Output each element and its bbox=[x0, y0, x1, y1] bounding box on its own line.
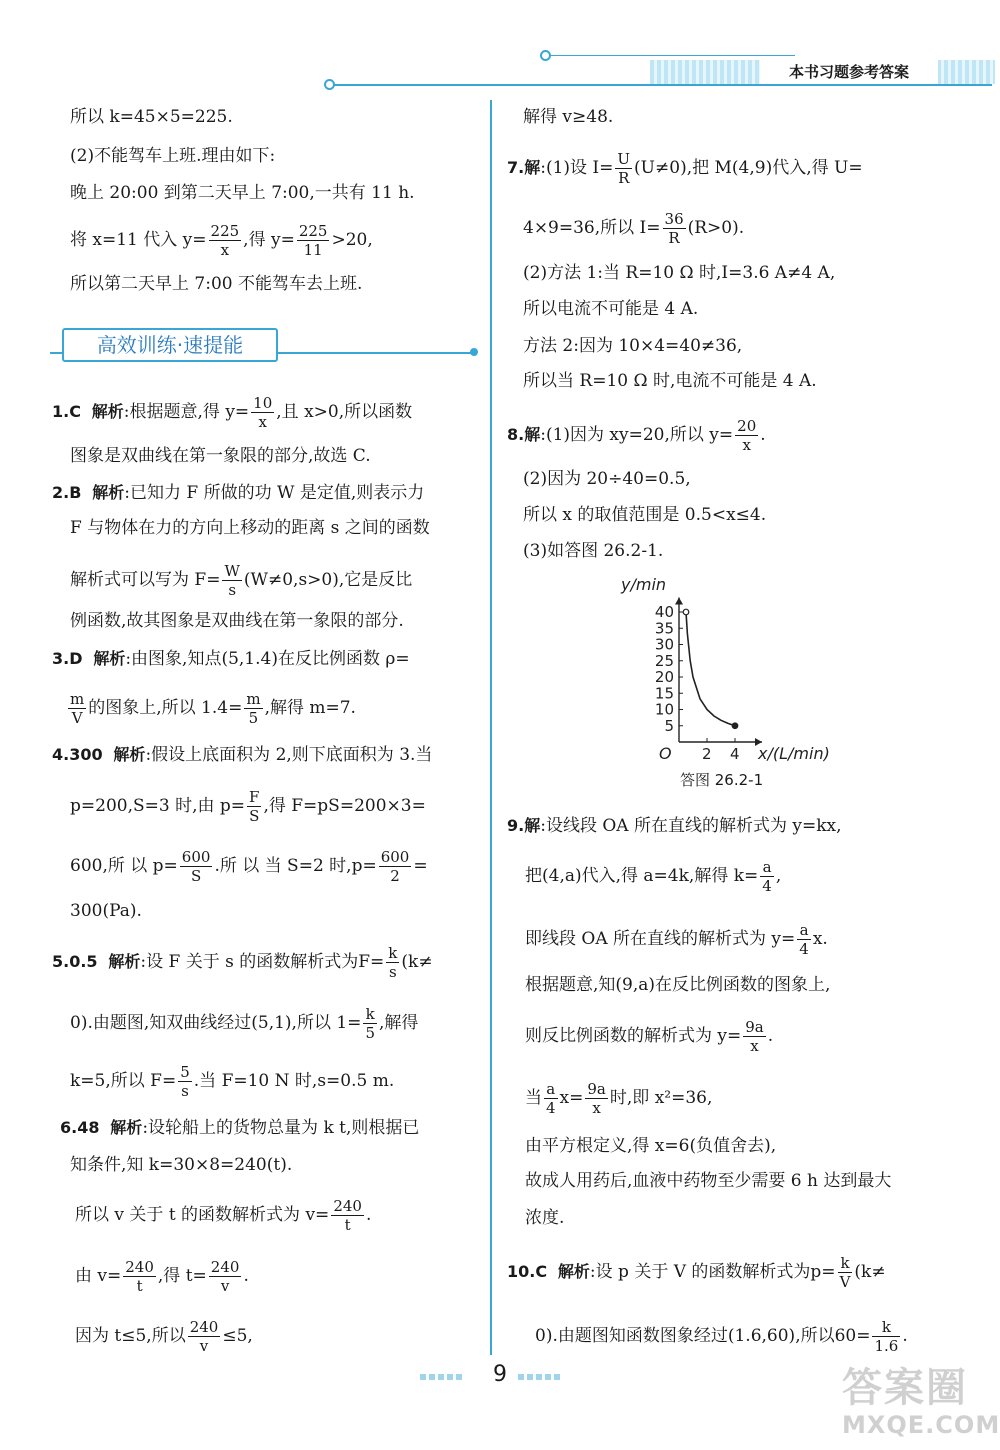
figure-caption: 答图 26.2-1 bbox=[680, 771, 764, 789]
y-tick-label: 30 bbox=[654, 635, 674, 654]
text-line: 晚上 20:00 到第二天早上 7:00,一共有 11 h. bbox=[70, 183, 415, 203]
fraction: $\frac{240}{t}$ bbox=[125, 1258, 154, 1295]
fraction: $\frac{k}{s}$ bbox=[388, 944, 398, 981]
fraction: $\frac{600}{2}$ bbox=[380, 848, 410, 885]
fraction: $\frac{10}{x}$ bbox=[253, 394, 273, 431]
fraction: $\frac{240}{v}$ bbox=[210, 1258, 240, 1295]
text-line: F 与物体在力的方向上移动的距离 s 之间的函数 bbox=[70, 518, 430, 538]
fraction: $\frac{36}{R}$ bbox=[664, 210, 684, 247]
text-line: 4×9=36,所以 I= $\frac{36}{R}$ (R>0). bbox=[523, 210, 745, 247]
page-number: 9 bbox=[493, 1362, 507, 1387]
header-ornament-dot bbox=[324, 79, 335, 90]
text-line: $\frac{m}{V}$ 的图象上,所以 1.4= $\frac{m}{5}$ ,解得 m=7. bbox=[70, 690, 356, 727]
watermark-url: MXQE.COM bbox=[842, 1411, 1000, 1439]
text-line: 方法 2:因为 10×4=40≠36, bbox=[523, 336, 743, 356]
fraction: $\frac{W}{s}$ bbox=[224, 562, 240, 599]
fraction: $\frac{5}{s}$ bbox=[180, 1063, 190, 1100]
text-line: 例函数,故其图象是双曲线在第一象限的部分. bbox=[70, 611, 404, 631]
axis-label-x: x/(L/min) bbox=[758, 744, 830, 763]
fraction: $\frac{m}{V}$ bbox=[70, 690, 85, 727]
answer-6: 6.48 解析:设轮船上的货物总量为 k t,则根据已 bbox=[60, 1118, 420, 1138]
text-line: 浓度. bbox=[525, 1208, 565, 1228]
fraction: $\frac{20}{x}$ bbox=[737, 417, 757, 454]
text-line: 由 v= $\frac{240}{t}$ ,得 t= $\frac{240}{v}$ . bbox=[75, 1258, 249, 1295]
text-line: 解析式可以写为 F= $\frac{W}{s}$ (W≠0,s>0),它是反比 bbox=[70, 562, 413, 599]
answer-7: 7.解:(1)设 I= $\frac{U}{R}$ (U≠0),把 M(4,9)代入,得 U= bbox=[507, 150, 863, 187]
watermark-logo bbox=[842, 1365, 1000, 1445]
function-graph bbox=[615, 570, 845, 790]
fraction: $\frac{F}{S}$ bbox=[249, 788, 260, 825]
fraction: $\frac{a}{4}$ bbox=[546, 1080, 556, 1117]
text-line: 600,所 以 p= $\frac{600}{S}$ .所 以 当 S=2 时,p= $\frac{600}{2}$ = bbox=[70, 848, 428, 885]
fraction: $\frac{9a}{x}$ bbox=[745, 1018, 764, 1055]
series-line bbox=[686, 612, 735, 726]
y-tick-label: 5 bbox=[664, 716, 674, 735]
text-line: (3)如答图 26.2-1. bbox=[523, 541, 664, 561]
text-line: (2)方法 1:当 R=10 Ω 时,I=3.6 A≠4 A, bbox=[523, 263, 836, 283]
text-line: k=5,所以 F= $\frac{5}{s}$ .当 F=10 N 时,s=0.5 m. bbox=[70, 1063, 395, 1100]
fraction: $\frac{9a}{x}$ bbox=[587, 1080, 606, 1117]
text-line: 0).由题图,知双曲线经过(5,1),所以 1= $\frac{k}{5}$ ,解得 bbox=[70, 1005, 419, 1042]
text-line: 将 x=11 代入 y= $\frac{225}{x}$ ,得 y= $\frac{225}{11}$ >20, bbox=[70, 222, 373, 259]
text-line: 所以 k=45×5=225. bbox=[70, 107, 233, 127]
text-line: 300(Pa). bbox=[70, 901, 142, 921]
watermark-text: 答案圈 bbox=[842, 1365, 968, 1411]
y-tick-label: 10 bbox=[654, 700, 674, 719]
fraction: $\frac{k}{1.6}$ bbox=[874, 1318, 899, 1355]
text-line: p=200,S=3 时,由 p= $\frac{F}{S}$ ,得 F=pS=200×3= bbox=[70, 788, 426, 825]
text-line: 所以第二天早上 7:00 不能驾车去上班. bbox=[70, 274, 363, 294]
fraction: $\frac{a}{4}$ bbox=[799, 921, 809, 958]
answer-4: 4.300 解析:假设上底面积为 2,则下底面积为 3.当 bbox=[52, 745, 433, 765]
x-tick-label: 4 bbox=[730, 745, 740, 763]
answer-1: 1.C 解析:根据题意,得 y= $\frac{10}{x}$ ,且 x>0,所以函数 bbox=[52, 394, 413, 431]
page-ornament bbox=[518, 1374, 563, 1380]
text-line: (2)不能驾车上班.理由如下: bbox=[70, 146, 276, 166]
origin-label: O bbox=[659, 744, 672, 763]
y-tick-label: 25 bbox=[654, 651, 674, 670]
endpoint-marker bbox=[732, 723, 738, 729]
text-line: 根据题意,知(9,a)在反比例函数的图象上, bbox=[525, 975, 831, 995]
fraction: $\frac{k}{5}$ bbox=[365, 1005, 375, 1042]
fraction: $\frac{600}{S}$ bbox=[181, 848, 211, 885]
y-axis-arrow bbox=[675, 598, 683, 605]
y-tick-label: 35 bbox=[654, 619, 674, 638]
fraction: $\frac{225}{x}$ bbox=[210, 222, 240, 259]
y-tick-label: 40 bbox=[654, 603, 674, 621]
answer-9: 9.解:设线段 OA 所在直线的解析式为 y=kx, bbox=[507, 816, 842, 836]
fraction: $\frac{k}{V}$ bbox=[839, 1254, 851, 1291]
header-rule bbox=[330, 84, 992, 86]
text-line: 因为 t≤5,所以 $\frac{240}{v}$ ≤5, bbox=[75, 1318, 253, 1355]
x-tick-label: 2 bbox=[702, 745, 712, 763]
y-tick-label: 15 bbox=[654, 684, 674, 703]
text-line: 所以 x 的取值范围是 0.5<x≤4. bbox=[523, 505, 767, 525]
fraction: $\frac{a}{4}$ bbox=[762, 858, 772, 895]
text-line: 所以当 R=10 Ω 时,电流不可能是 4 A. bbox=[523, 371, 817, 391]
text-line: 把(4,a)代入,得 a=4k,解得 k= $\frac{a}{4}$ , bbox=[525, 858, 782, 895]
text-line: 所以 v 关于 t 的函数解析式为 v= $\frac{240}{t}$ . bbox=[75, 1197, 372, 1234]
answer-5: 5.0.5 解析:设 F 关于 s 的函数解析式为F= $\frac{k}{s}$ (k≠ bbox=[52, 944, 433, 981]
header-title: 本书习题参考答案 bbox=[760, 60, 938, 84]
fraction: $\frac{m}{5}$ bbox=[246, 690, 261, 727]
page-ornament bbox=[420, 1374, 465, 1380]
text-line: 当 $\frac{a}{4}$ x= $\frac{9a}{x}$ 时,即 x²=36, bbox=[525, 1080, 713, 1117]
text-line: 故成人用药后,血液中药物至少需要 6 h 达到最大 bbox=[525, 1171, 892, 1191]
answer-8: 8.解:(1)因为 xy=20,所以 y= $\frac{20}{x}$ . bbox=[507, 417, 766, 454]
text-line: 即线段 OA 所在直线的解析式为 y= $\frac{a}{4}$ x. bbox=[525, 921, 828, 958]
fraction: $\frac{240}{t}$ bbox=[333, 1197, 362, 1234]
fraction: $\frac{240}{v}$ bbox=[189, 1318, 219, 1355]
text-line: 知条件,知 k=30×8=240(t). bbox=[70, 1155, 293, 1175]
text-line: 解得 v≥48. bbox=[523, 107, 614, 127]
axis-label-y: y/min bbox=[621, 575, 667, 594]
text-line: 所以电流不可能是 4 A. bbox=[523, 299, 699, 319]
text-line: 由平方根定义,得 x=6(负值舍去), bbox=[525, 1136, 777, 1156]
endpoint-marker bbox=[683, 609, 689, 615]
column-divider bbox=[490, 100, 492, 1355]
text-line: (2)因为 20÷40=0.5, bbox=[523, 469, 691, 489]
section-rule-dot bbox=[470, 348, 478, 356]
answer-3: 3.D 解析:由图象,知点(5,1.4)在反比例函数 ρ= bbox=[52, 649, 410, 669]
section-title: 高效训练·速提能 bbox=[62, 328, 278, 362]
fraction: $\frac{U}{R}$ bbox=[617, 150, 631, 187]
fraction: $\frac{225}{11}$ bbox=[298, 222, 328, 259]
text-line: 0).由题图知函数图象经过(1.6,60),所以60= $\frac{k}{1.6}$ . bbox=[535, 1318, 908, 1355]
answer-2: 2.B 解析:已知力 F 所做的功 W 是定值,则表示力 bbox=[52, 483, 425, 503]
answer-10: 10.C 解析:设 p 关于 V 的函数解析式为p= $\frac{k}{V}$ (k≠ bbox=[507, 1254, 886, 1291]
text-line: 图象是双曲线在第一象限的部分,故选 C. bbox=[70, 446, 371, 466]
header-ornament-dot bbox=[540, 50, 551, 61]
text-line: 则反比例函数的解析式为 y= $\frac{9a}{x}$ . bbox=[525, 1018, 774, 1055]
header-rule-top bbox=[545, 55, 795, 56]
y-tick-label: 20 bbox=[654, 668, 674, 686]
